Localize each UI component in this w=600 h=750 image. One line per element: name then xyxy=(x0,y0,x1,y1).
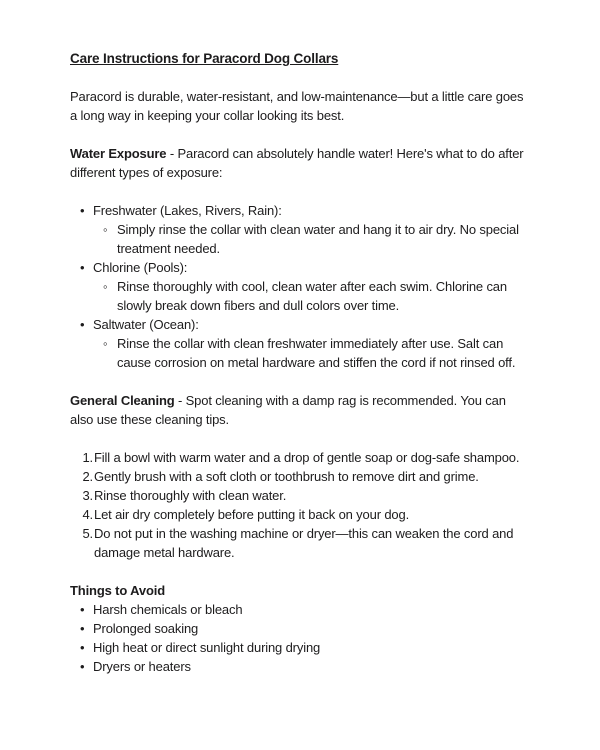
general-cleaning-paragraph xyxy=(70,391,532,429)
list-item-detail: ◦ Rinse the collar with clean freshwater immediately after use. Salt can cause corrosion on metal hardware and stiffen the cord if not rinsed off. xyxy=(117,334,532,372)
list-item-label: Chlorine (Pools): xyxy=(93,260,188,275)
step-item: Do not put in the washing machine or dryer—this can weaken the cord and damage metal hardware. xyxy=(94,526,514,560)
freshwater-sublist xyxy=(93,220,532,258)
general-cleaning-heading: General Cleaning xyxy=(70,393,175,408)
water-exposure-lead: - Paracord can absolutely handle water! Here's what to do after different types of exposure: xyxy=(70,146,524,180)
step-item: Gently brush with a soft cloth or toothbrush to remove dirt and grime. xyxy=(94,469,479,484)
intro-paragraph: Paracord is durable, water-resistant, and low-maintenance—but a little care goes a long way in keeping your collar looking its best. xyxy=(70,89,524,123)
saltwater-sublist xyxy=(93,334,532,372)
list-item: • High heat or direct sunlight during drying xyxy=(93,638,532,657)
step-item: Let air dry completely before putting it back on your dog. xyxy=(94,507,410,522)
water-exposure-heading: Water Exposure xyxy=(70,146,167,161)
document-title: Care Instructions for Paracord Dog Collars xyxy=(70,51,339,66)
list-item: • Dryers or heaters xyxy=(93,657,532,676)
cleaning-steps-list xyxy=(70,448,532,562)
list-item-freshwater xyxy=(93,201,532,258)
general-cleaning-lead: - Spot cleaning with a damp rag is recommended. You can also use these cleaning tips. xyxy=(70,393,506,427)
list-item-label: Saltwater (Ocean): xyxy=(93,317,199,332)
list-item-label: Freshwater (Lakes, Rivers, Rain): xyxy=(93,203,282,218)
water-exposure-list xyxy=(70,201,532,372)
list-item-detail: ◦ Simply rinse the collar with clean water and hang it to air dry. No special treatment needed. xyxy=(117,220,532,258)
list-item-saltwater xyxy=(93,315,532,372)
list-item: • Prolonged soaking xyxy=(93,619,532,638)
water-exposure-paragraph xyxy=(70,144,532,182)
step-item: Fill a bowl with warm water and a drop of gentle soap or dog-safe shampoo. xyxy=(94,450,520,465)
things-to-avoid-list xyxy=(70,600,532,676)
list-item: • Harsh chemicals or bleach xyxy=(93,600,532,619)
step-item: Rinse thoroughly with clean water. xyxy=(94,488,287,503)
chlorine-sublist xyxy=(93,277,532,315)
list-item-detail: ◦ Rinse thoroughly with cool, clean water after each swim. Chlorine can slowly break down fibers and dull colors over time. xyxy=(117,277,532,315)
list-item-chlorine xyxy=(93,258,532,315)
things-to-avoid-heading: Things to Avoid xyxy=(70,583,165,598)
